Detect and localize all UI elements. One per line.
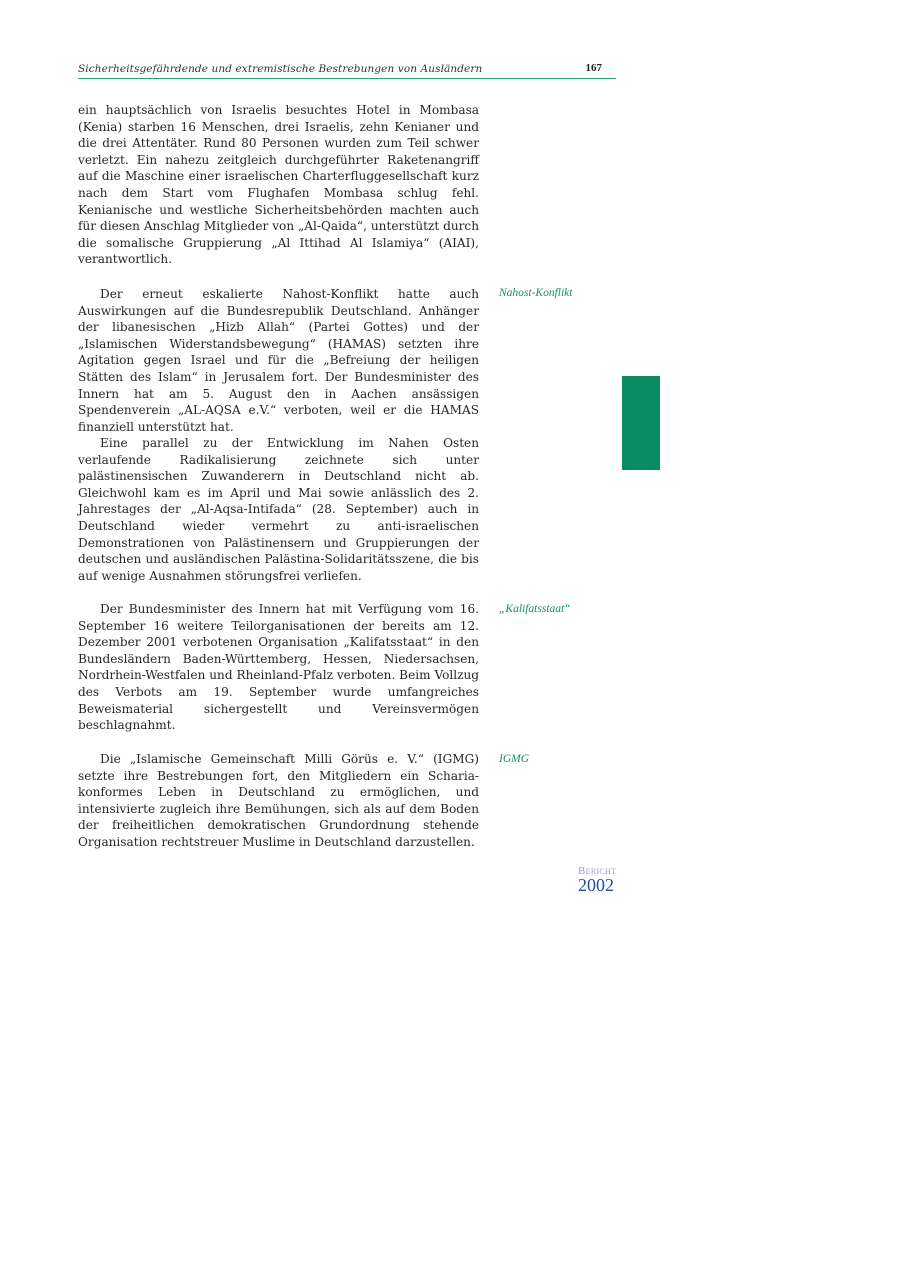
page-number: 167 bbox=[585, 62, 602, 74]
paragraph-5 bbox=[78, 751, 479, 851]
section-marker-bar bbox=[622, 376, 660, 470]
paragraph-1 bbox=[78, 102, 479, 268]
paragraph-3 bbox=[78, 435, 479, 584]
margin-note-igmg: IGMG bbox=[499, 753, 530, 765]
logo-word: Bericht bbox=[578, 865, 617, 877]
paragraph-4 bbox=[78, 601, 479, 734]
margin-note-kalifatsstaat: „Kalifatsstaat“ bbox=[499, 603, 571, 615]
paragraph-text: ein hauptsächlich von Israelis besuchtes Hotel in Mombasa (Kenia) starben 16 Menschen, drei Israelis, zehn Kenianer und die drei Attentäter. Rund 80 Personen wurden zum Teil schwer verletzt. Ein nahezu zeitgleich durchgeführter Raketenangriff auf die Maschine einer israelischen Charterfluggesellschaft kurz nach dem Start vom Flughafen Mombasa schlug fehl. Kenianische und westliche Sicherheitsbehörden machten auch für diesen Anschlag Mitglieder von „Al-Qaida“, unterstützt durch die somalische Gruppierung „Al Ittihad Al Islamiya“ (AIAI), verantwortlich. bbox=[78, 103, 479, 267]
paragraph-text: Der Bundesminister des Innern hat mit Verfügung vom 16. September 16 weitere Teilorganisationen der bereits am 12. Dezember 2001 verbotenen Organisation „Kalifatsstaat“ in den Bundesländern Baden-Württemberg, Hessen, Niedersachsen, Nordrhein-Westfalen und Rheinland-Pfalz verboten. Beim Vollzug des Verbots am 19. September wurde umfangreiches Beweismaterial sichergestellt und Vereinsvermögen beschlagnahmt. bbox=[78, 602, 479, 733]
paragraph-2 bbox=[78, 286, 479, 435]
paragraph-text: Die „Islamische Gemeinschaft Milli Görüs e. V.“ (IGMG) setzte ihre Bestrebungen fort, den Mitgliedern ein Scharia-konformes Leben in Deutschland zu ermöglichen, und intensivierte zugleich ihre Bemühungen, sich als auf dem Boden der freiheitlichen demokratischen Grundordnung stehende Organisation rechtstreuer Muslime in Deutschland darzustellen. bbox=[78, 752, 479, 849]
header-title: Sicherheitsgefährdende und extremistische Bestrebungen von Ausländern bbox=[78, 63, 483, 75]
paragraph-text: Der erneut eskalierte Nahost-Konflikt hatte auch Auswirkungen auf die Bundesrepublik Deutschland. Anhänger der libanesischen „Hizb Allah“ (Partei Gottes) und der „Islamischen Widerstandsbewegung“ (HAMAS) setzten ihre Agitation gegen Israel und für die „Befreiung der heiligen Stätten des Islam“ in Jerusalem fort. Der Bundesminister des Innern hat am 5. August den in Aachen ansässigen Spendenverein „AL-AQSA e.V.“ verboten, weil er die HAMAS finanziell unterstützt hat. bbox=[78, 287, 479, 434]
margin-note-nahost: Nahost-Konflikt bbox=[499, 287, 573, 299]
paragraph-text: Eine parallel zu der Entwicklung im Nahen Osten verlaufende Radikalisierung zeichnete sich unter palästinensischen Zuwanderern in Deutschland nicht ab. Gleichwohl kam es im April und Mai sowie anlässlich des 2. Jahrestages der „Al-Aqsa-Intifada“ (28. September) auch in Deutschland wieder vermehrt zu anti-israelischen Demonstrationen von Palästinensern und Gruppierungen der deutschen und ausländischen Palästina-Solidaritätsszene, die bis auf wenige Ausnahmen störungsfrei verliefen. bbox=[78, 436, 479, 583]
running-header bbox=[78, 62, 616, 79]
logo-year: 2002 bbox=[578, 875, 614, 895]
bericht-logo bbox=[578, 866, 616, 894]
